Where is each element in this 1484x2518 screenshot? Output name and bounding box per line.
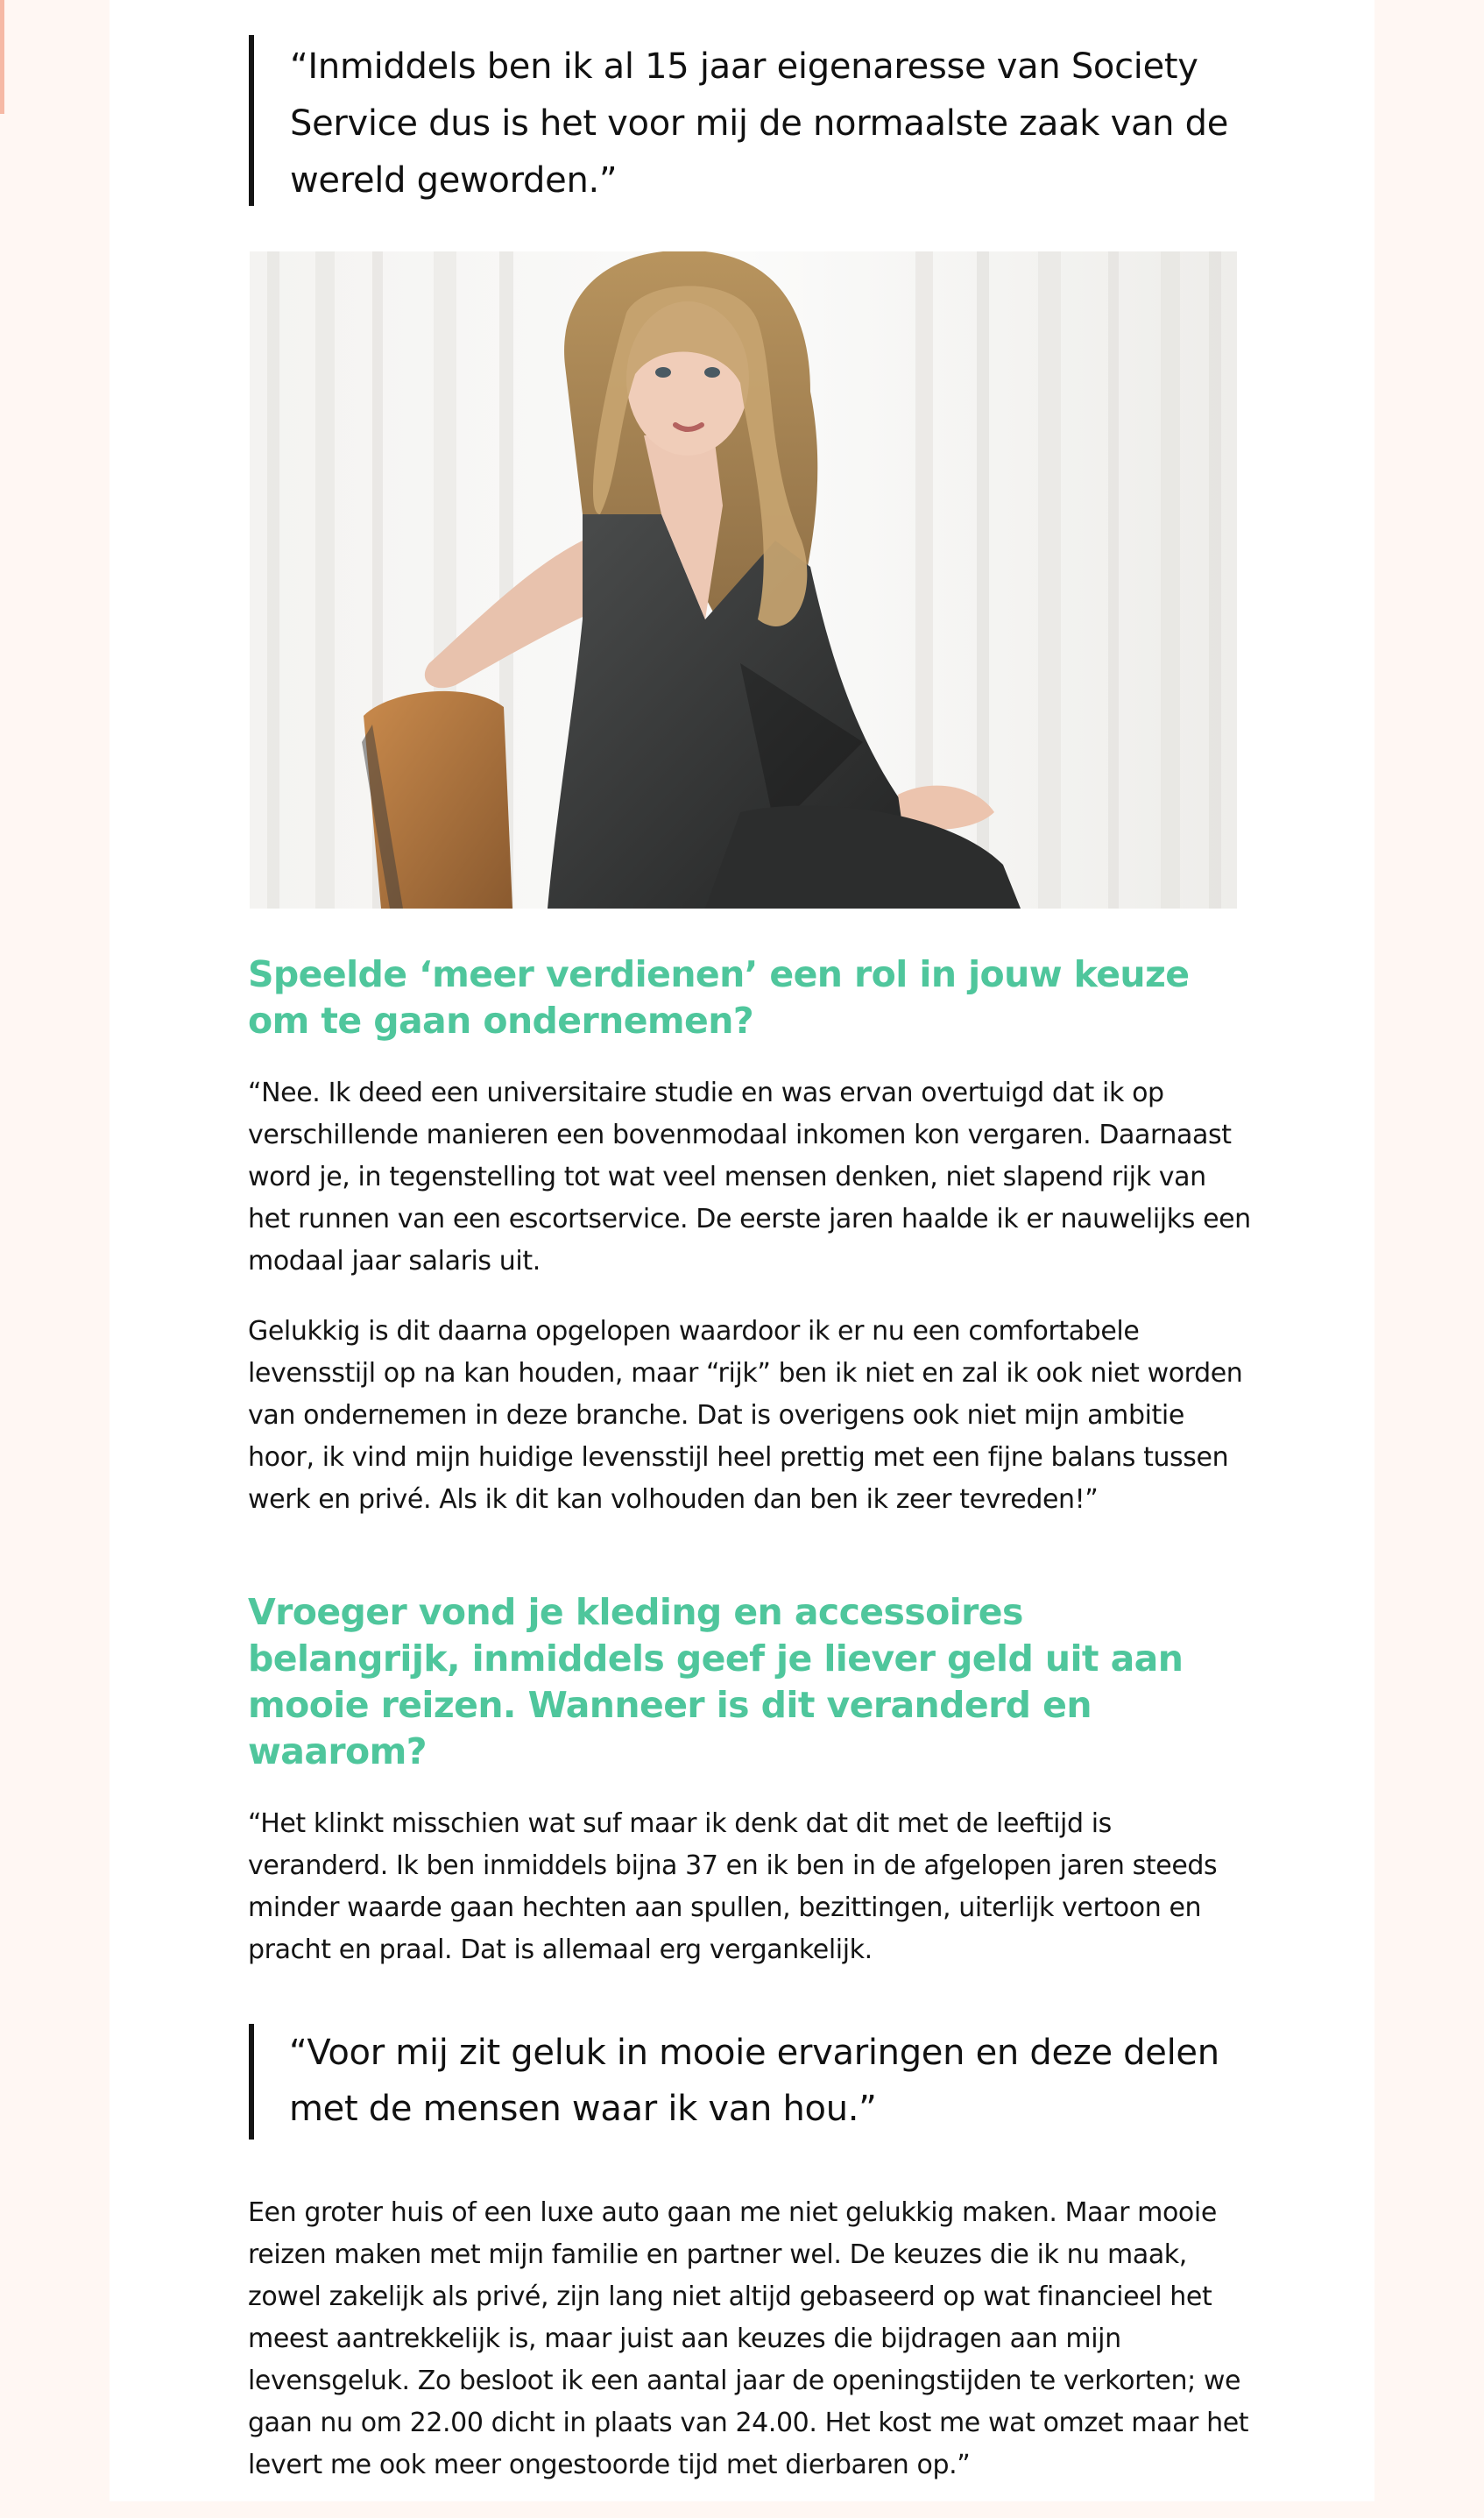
side-accent-tab xyxy=(0,0,4,114)
pull-quote-1-text: “Inmiddels ben ik al 15 jaar eigenaresse van Society Service dus is het voor mij de normaalste zaak van de wereld geworden.” xyxy=(290,46,1229,201)
portrait-photo xyxy=(250,251,1237,909)
section-heading-1: Speelde ‘meer verdienen’ een rol in jouw keuze om te gaan ondernemen? xyxy=(248,953,1190,1042)
section-heading-2: Vroeger vond je kleding en accessoires belangrijk, inmiddels geef je liever geld uit aan mooie reizen. Wanneer is dit veranderd en waarom? xyxy=(248,1591,1184,1772)
paragraph-3: “Het klinkt misschien wat suf maar ik denk dat dit met de leeftijd is veranderd. Ik ben inmiddels bijna 37 en ik ben in de afgelopen jaren steeds minder waarde gaan hechten aan spullen, bezittingen, uiterlijk vertoon en pracht en praal. Dat is allemaal erg vergankelijk. xyxy=(248,1808,1218,1965)
article-column xyxy=(110,0,1374,2501)
paragraph-1: “Nee. Ik deed een universitaire studie en was ervan overtuigd dat ik op verschillende manieren een bovenmodaal inkomen kon vergaren. Daarnaast word je, in tegenstelling tot wat veel mensen denken, niet slapend rijk van het runnen van een escortservice. De eerste jaren haalde ik er nauwelijks een modaal jaar salaris uit. xyxy=(248,1078,1251,1277)
paragraph-4: Een groter huis of een luxe auto gaan me niet gelukkig maken. Maar mooie reizen maken met mijn familie en partner wel. De keuzes die ik nu maak, zowel zakelijk als privé, zijn lang niet altijd gebaseerd op wat financieel het meest aantrekkelijk is, maar juist aan keuzes die bijdragen aan mijn levensgeluk. Zo besloot ik een aantal jaar de openingstijden te verkorten; we gaan nu om 22.00 dicht in plaats van 24.00. Het kost me wat omzet maar het levert me ook meer ongestoorde tijd met dierbaren op.” xyxy=(248,2197,1249,2480)
pull-quote-2-text: “Voor mij zit geluk in mooie ervaringen en deze delen met de mensen waar ik van hou.” xyxy=(289,2033,1219,2129)
paragraph-2: Gelukkig is dit daarna opgelopen waardoor ik er nu een comfortabele levensstijl op na kan houden, maar “rijk” ben ik niet en zal ik ook niet worden van ondernemen in deze branche. Dat is overigens ook niet mijn ambitie hoor, ik vind mijn huidige levensstijl heel prettig met een fijne balans tussen werk en privé. Als ik dit kan volhouden dan ben ik zeer tevreden!” xyxy=(248,1316,1243,1515)
pull-quote-2 xyxy=(249,2024,1239,2140)
pull-quote-1 xyxy=(249,35,1239,206)
portrait-illustration xyxy=(250,251,1237,909)
